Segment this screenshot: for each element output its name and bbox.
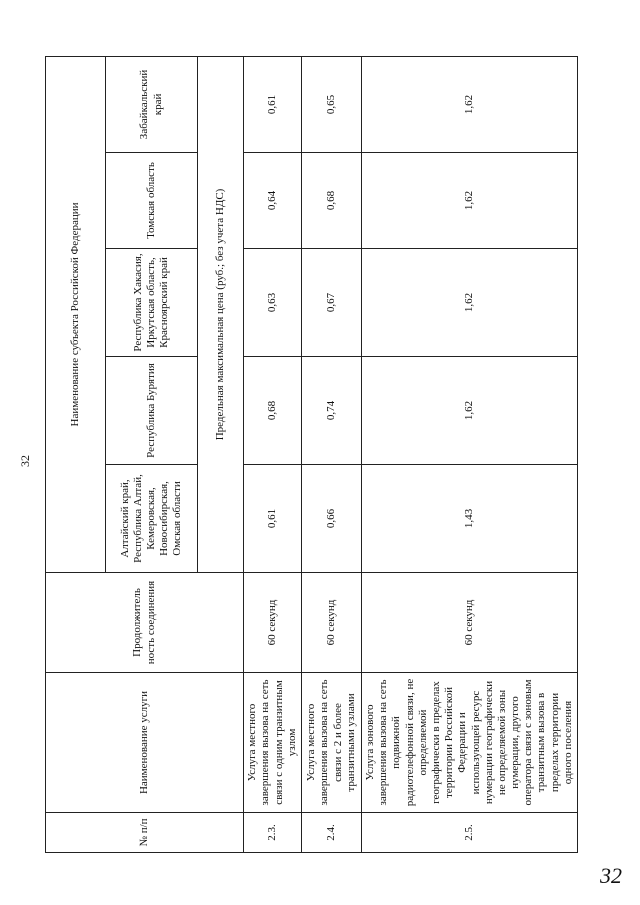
row-price: 0,61 [244, 465, 302, 573]
row-duration: 60 секунд [244, 573, 302, 673]
header-row-top [46, 56, 106, 852]
header-service: Наименование услуги [46, 673, 244, 813]
header-duration: Продолжитель ность соединения [46, 573, 244, 673]
row-service: Услуга зонового завершения вызова на сеть подвижной радиотелефонной связи, не определяемой географически в пределах территории Российской Федерации и использующей ресурс нумерации географически не определяемой зоны нумерации, другого оператора связи с зоновым транзитным вызова в пределах территории одного поселения [362, 673, 578, 813]
row-price: 1,62 [362, 357, 578, 465]
header-subject-group: Наименование субъекта Российской Федерации [46, 56, 106, 572]
row-price: 1,62 [362, 249, 578, 357]
row-price: 1,43 [362, 465, 578, 573]
row-price: 0,61 [244, 56, 302, 152]
row-price: 0,67 [302, 249, 362, 357]
row-service: Услуга местного завершения вызова на сеть связи с одним транзитным узлом [244, 673, 302, 813]
table-row [302, 56, 362, 852]
row-num: 2.5. [362, 813, 578, 853]
header-num: № п/п [46, 813, 244, 853]
row-price: 1,62 [362, 56, 578, 152]
row-price: 0,63 [244, 249, 302, 357]
row-price: 1,62 [362, 153, 578, 249]
header-region-5: Забайкальский край [106, 56, 198, 152]
page-number: 32 [18, 455, 32, 467]
header-region-4: Томская область [106, 153, 198, 249]
row-price: 0,68 [302, 153, 362, 249]
table-row [362, 56, 578, 852]
row-price: 0,68 [244, 357, 302, 465]
row-price: 0,74 [302, 357, 362, 465]
header-region-1: Алтайский край, Республика Алтай, Кемеровская, Новосибирская, Омская области [106, 465, 198, 573]
tariff-table [45, 56, 578, 853]
row-num: 2.4. [302, 813, 362, 853]
handwritten-page-number: 32 [600, 863, 622, 888]
row-price: 0,64 [244, 153, 302, 249]
header-region-3: Республика Хакасия, Иркутская область, Красноярский край [106, 249, 198, 357]
row-duration: 60 секунд [302, 573, 362, 673]
row-service: Услуга местного завершения вызова на сеть связи с 2 и более транзитными узлами [302, 673, 362, 813]
row-price: 0,65 [302, 56, 362, 152]
row-price: 0,66 [302, 465, 362, 573]
header-region-2: Республика Бурятия [106, 357, 198, 465]
header-price-caption: Предельная максимальная цена (руб.; без учета НДС) [198, 56, 244, 572]
row-duration: 60 секунд [362, 573, 578, 673]
table-row [244, 56, 302, 852]
row-num: 2.3. [244, 813, 302, 853]
